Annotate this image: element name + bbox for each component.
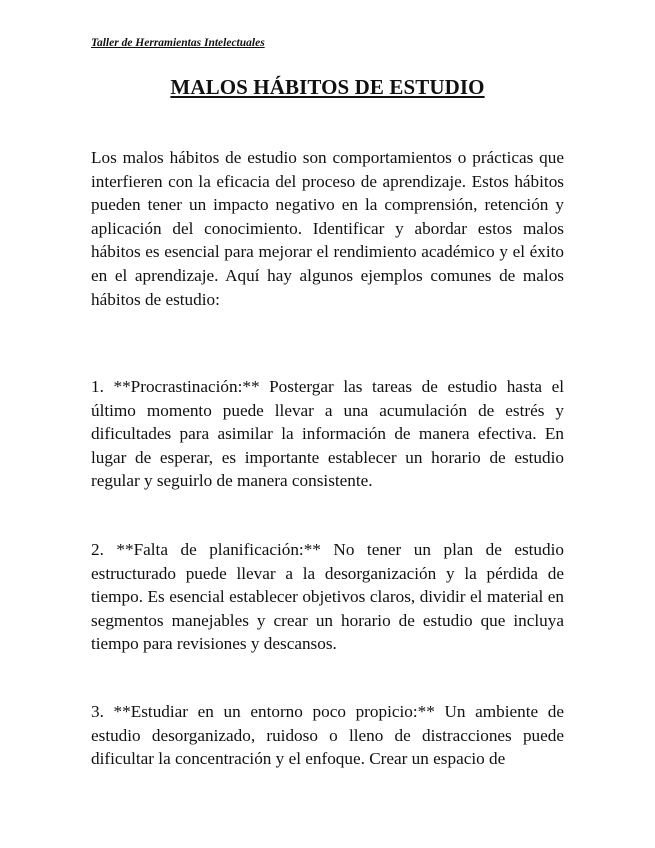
list-item-falta-de-planificacion: 2. **Falta de planificación:** No tener un plan de estudio estructurado puede llevar a la desorganización y la pérdida de tiempo. Es esencial establecer objetivos claros, dividir el material en segmentos manejables y crear un horario de estudio que incluya tiempo para revisiones y descansos. xyxy=(91,540,564,654)
list-item-entorno-poco-propicio: 3. **Estudiar en un entorno poco propicio:** Un ambiente de estudio desorganizado, ruidoso o lleno de distracciones puede dificultar la concentración y el enfoque. Crear un espacio de xyxy=(91,702,564,769)
list-item-procrastinacion: 1. **Procrastinación:** Postergar las tareas de estudio hasta el último momento puede llevar a una acumulación de estrés y dificultades para asimilar la información de manera efectiva. En lugar de esperar, es importante establecer un horario de estudio regular y seguirlo de manera consistente. xyxy=(91,377,564,491)
intro-paragraph: Los malos hábitos de estudio son comportamientos o prácticas que interfieren con la eficacia del proceso de aprendizaje. Estos hábitos pueden tener un impacto negativo en la comprensión, retención y aplicación del conocimiento. Identificar y abordar estos malos hábitos es esencial para mejorar el rendimiento académico y el éxito en el aprendizaje. Aquí hay algunos ejemplos comunes de malos hábitos de estudio: xyxy=(91,148,564,309)
page-title: MALOS HÁBITOS DE ESTUDIO xyxy=(170,75,485,99)
header-note: Taller de Herramientas Intelectuales xyxy=(91,37,265,49)
